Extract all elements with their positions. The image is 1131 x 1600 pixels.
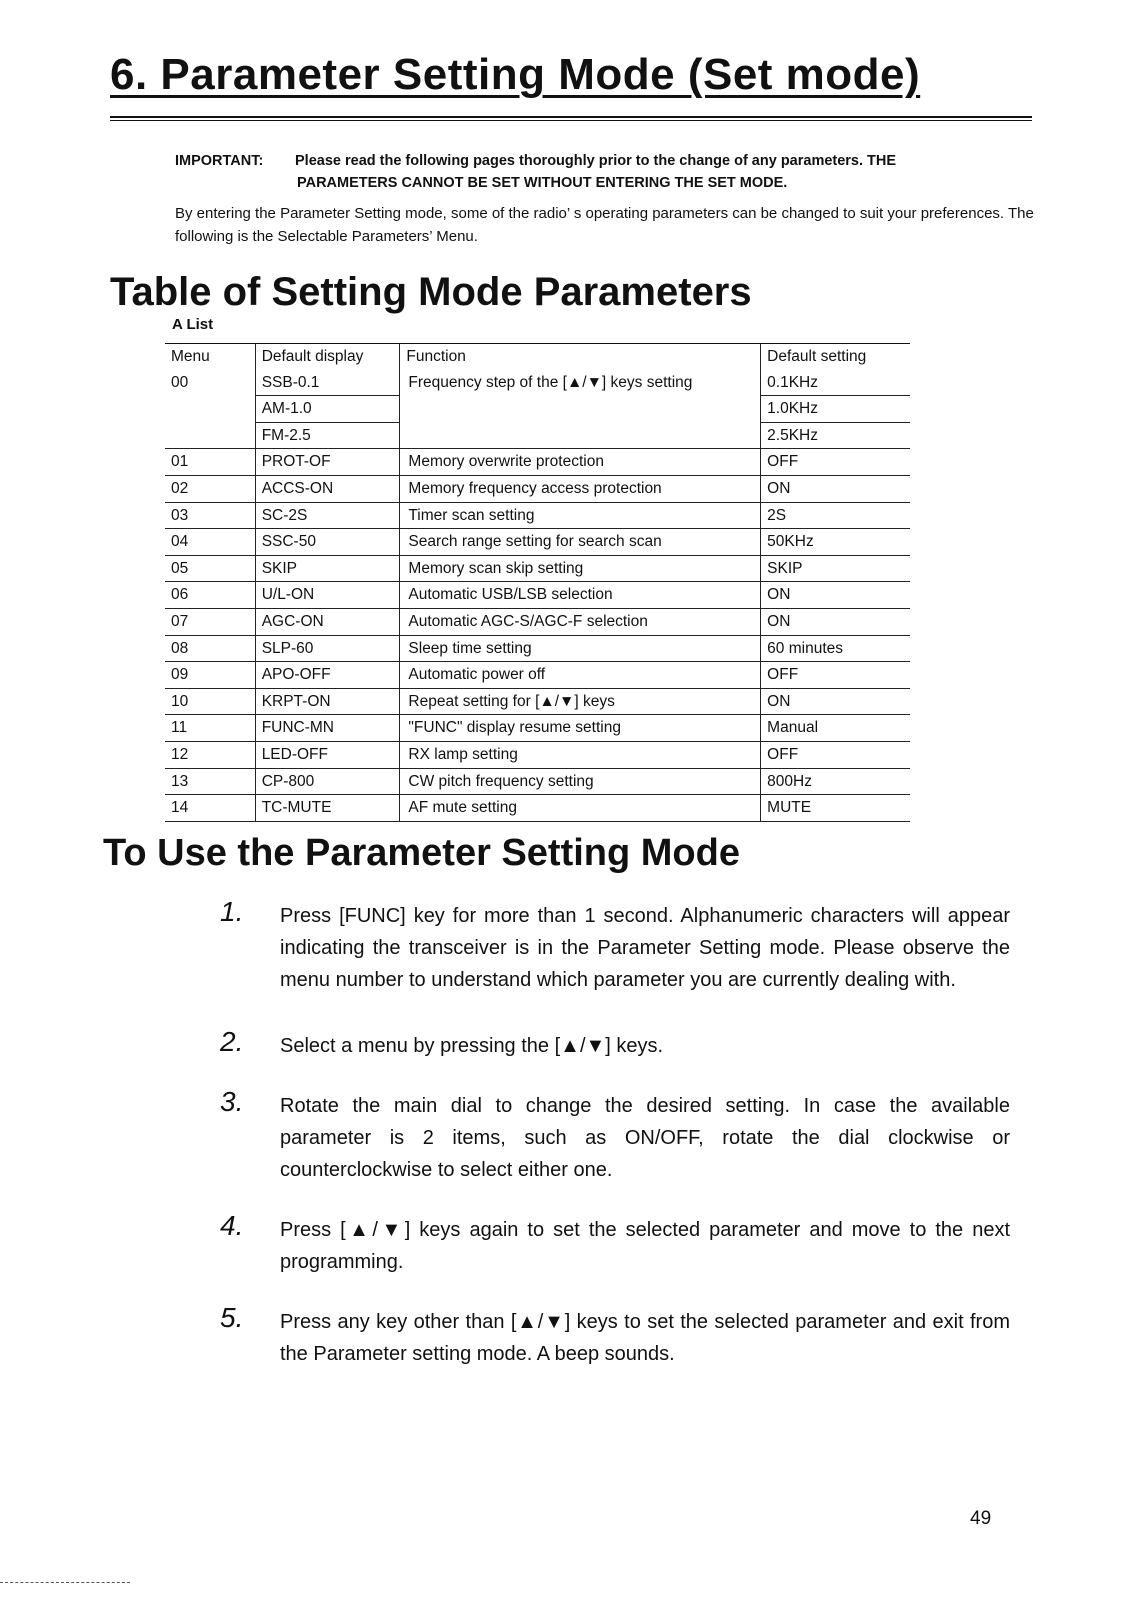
cell-display: FUNC-MN (255, 715, 400, 742)
table-row (165, 475, 910, 502)
header-menu: Menu (165, 344, 255, 370)
list-item (210, 1210, 1010, 1278)
step-number: 5. (220, 1302, 244, 1333)
table-row (165, 715, 910, 742)
cell-function: Automatic power off (400, 662, 761, 689)
table-row (165, 555, 910, 582)
cell-display: ACCS-ON (255, 475, 400, 502)
cell-setting: ON (761, 582, 910, 609)
cell-setting: OFF (761, 741, 910, 768)
header-default-display: Default display (255, 344, 400, 370)
list-item (210, 896, 1010, 996)
table-header-row (165, 344, 910, 370)
cell-menu: 07 (165, 608, 255, 635)
cell-menu: 01 (165, 449, 255, 476)
cell-menu: 04 (165, 529, 255, 556)
cell-menu: 05 (165, 555, 255, 582)
step-text: Select a menu by pressing the [▲/▼] keys. (280, 1035, 664, 1057)
cell-setting: 2.5KHz (761, 422, 910, 449)
table-row (165, 370, 910, 396)
cell-setting: MUTE (761, 795, 910, 822)
cell-function (400, 396, 761, 423)
cell-menu: 13 (165, 768, 255, 795)
step-number: 4. (220, 1210, 244, 1241)
cell-display: APO-OFF (255, 662, 400, 689)
table-row (165, 582, 910, 609)
cell-display: U/L-ON (255, 582, 400, 609)
chapter-title: 6. Parameter Setting Mode (Set mode) (110, 50, 921, 99)
cell-display: SSC-50 (255, 529, 400, 556)
step-number: 2. (220, 1026, 244, 1057)
important-text-2: PARAMETERS CANNOT BE SET WITHOUT ENTERING THE SET MODE. (297, 175, 788, 191)
cell-setting: ON (761, 608, 910, 635)
table-row (165, 768, 910, 795)
cell-display: CP-800 (255, 768, 400, 795)
important-line-1 (175, 150, 1035, 172)
step-number: 3. (220, 1086, 244, 1117)
cell-display: SC-2S (255, 502, 400, 529)
cell-display: LED-OFF (255, 741, 400, 768)
cell-function: Repeat setting for [▲/▼] keys (400, 688, 761, 715)
cell-function: Frequency step of the [▲/▼] keys setting (400, 370, 761, 396)
table-row (165, 795, 910, 822)
table-section-title: Table of Setting Mode Parameters (110, 270, 752, 314)
cell-function: AF mute setting (400, 795, 761, 822)
cell-setting: 2S (761, 502, 910, 529)
parameters-table (165, 343, 910, 822)
cell-display: TC-MUTE (255, 795, 400, 822)
step-text: Rotate the main dial to change the desired setting. In case the available parameter is 2 items, such as ON/OFF, rotate the dial clockwise or counterclockwise to select either one. (280, 1095, 1010, 1181)
cell-display: SKIP (255, 555, 400, 582)
table-row (165, 422, 910, 449)
cell-menu: 00 (171, 373, 189, 391)
list-item (210, 1026, 1010, 1062)
cell-function: RX lamp setting (400, 741, 761, 768)
cell-setting: 1.0KHz (761, 396, 910, 423)
cell-display: SSB-0.1 (255, 370, 400, 396)
cell-setting: 60 minutes (761, 635, 910, 662)
table-row (165, 502, 910, 529)
cell-setting: 50KHz (761, 529, 910, 556)
step-text: Press [▲/▼] keys again to set the selected parameter and move to the next programming. (280, 1219, 1010, 1273)
page-number: 49 (970, 1508, 992, 1529)
cell-function: Memory overwrite protection (400, 449, 761, 476)
cell-function: Memory frequency access protection (400, 475, 761, 502)
cell-menu: 08 (165, 635, 255, 662)
header-default-setting: Default setting (761, 344, 910, 370)
table-row (165, 449, 910, 476)
cell-menu (165, 396, 255, 423)
table-row (165, 529, 910, 556)
table-row (165, 688, 910, 715)
footer-rule (0, 1582, 130, 1583)
cell-function: Sleep time setting (400, 635, 761, 662)
cell-menu: 02 (165, 475, 255, 502)
cell-display: AM-1.0 (255, 396, 400, 423)
steps-list (210, 896, 1010, 1398)
table-row (165, 635, 910, 662)
cell-setting: SKIP (761, 555, 910, 582)
cell-function: Timer scan setting (400, 502, 761, 529)
cell-menu: 03 (165, 502, 255, 529)
cell-menu: 12 (165, 741, 255, 768)
cell-display: SLP-60 (255, 635, 400, 662)
use-section-title: To Use the Parameter Setting Mode (103, 832, 740, 874)
cell-function: Automatic USB/LSB selection (400, 582, 761, 609)
table-row (165, 741, 910, 768)
cell-function: Memory scan skip setting (400, 555, 761, 582)
cell-menu (165, 422, 255, 449)
intro-paragraph: By entering the Parameter Setting mode, some of the radio’ s operating parameters can be changed to suit your preferences. The following is the Selectable Parameters’ Menu. (175, 205, 1034, 245)
important-text-1: Please read the following pages thoroughly prior to the change of any parameters. THE (295, 153, 897, 169)
cell-function: "FUNC" display resume setting (400, 715, 761, 742)
cell-setting: ON (761, 475, 910, 502)
table-row (165, 662, 910, 689)
header-function: Function (400, 344, 761, 370)
cell-function: Automatic AGC-S/AGC-F selection (400, 608, 761, 635)
cell-menu: 06 (165, 582, 255, 609)
step-text: Press [FUNC] key for more than 1 second. Alphanumeric characters will appear indicating the transceiver is in the Parameter Setting mode. Please observe the menu number to understand which parameter you are currently dealing with. (280, 905, 1010, 991)
step-text: Press any key other than [▲/▼] keys to set the selected parameter and exit from the Parameter setting mode. A beep sounds. (280, 1311, 1010, 1365)
list-item (210, 1302, 1010, 1370)
cell-menu: 10 (165, 688, 255, 715)
cell-display: PROT-OF (255, 449, 400, 476)
cell-setting: ON (761, 688, 910, 715)
table-row (165, 608, 910, 635)
list-item (210, 1086, 1010, 1186)
step-number: 1. (220, 896, 244, 927)
important-label: IMPORTANT: (175, 153, 264, 169)
cell-function: Search range setting for search scan (400, 529, 761, 556)
cell-display: KRPT-ON (255, 688, 400, 715)
list-label: A List (172, 316, 214, 333)
cell-setting: OFF (761, 662, 910, 689)
cell-setting: 0.1KHz (761, 370, 910, 396)
cell-display: AGC-ON (255, 608, 400, 635)
cell-menu: 14 (165, 795, 255, 822)
cell-setting: 800Hz (761, 768, 910, 795)
cell-display: FM-2.5 (255, 422, 400, 449)
chapter-rule (110, 116, 1032, 121)
table-row (165, 396, 910, 423)
cell-setting: OFF (761, 449, 910, 476)
important-notice (175, 150, 1035, 194)
cell-menu: 09 (165, 662, 255, 689)
cell-setting: Manual (761, 715, 910, 742)
cell-menu: 11 (165, 715, 255, 742)
cell-function (400, 422, 761, 449)
cell-function: CW pitch frequency setting (400, 768, 761, 795)
